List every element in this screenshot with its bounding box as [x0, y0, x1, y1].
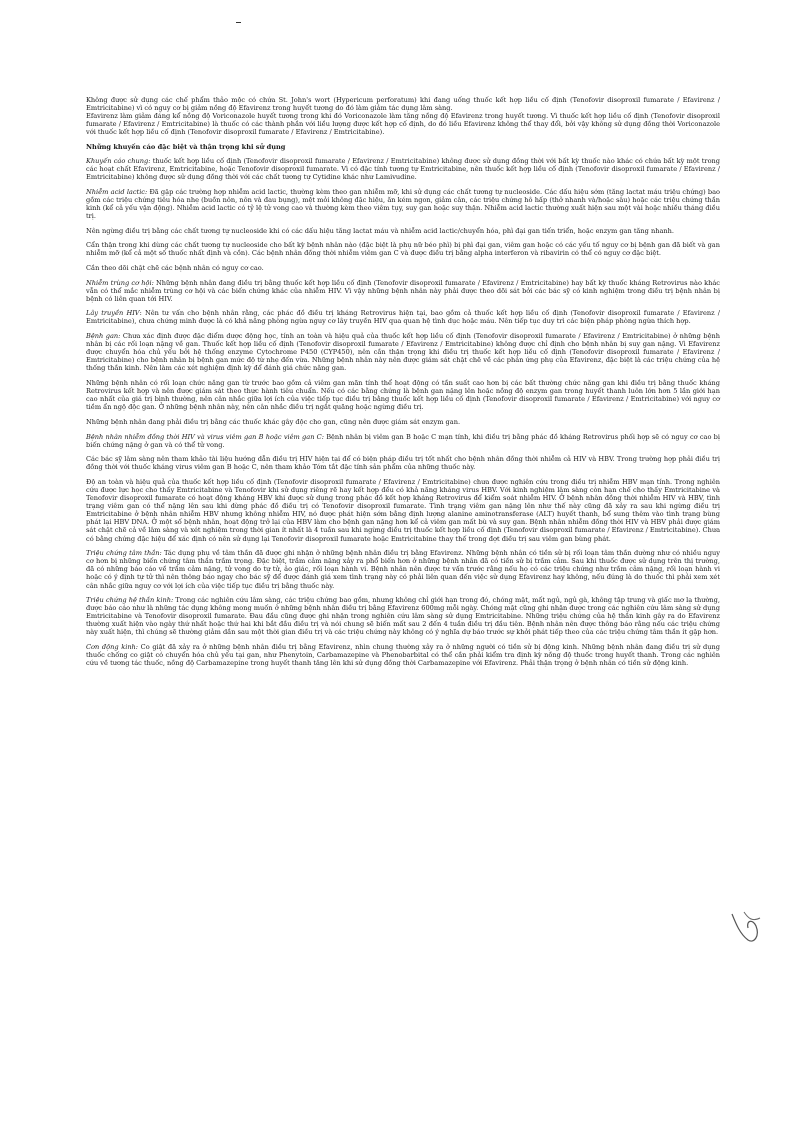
- section-paragraph: [86, 478, 720, 543]
- paragraph-lead: Triệu chứng hệ thần kinh:: [86, 596, 174, 605]
- paragraph-text: Những bệnh nhân đang phải điều trị bằng các thuốc khác gây độc cho gan, cũng nên được giám sát enzym gan.: [86, 417, 461, 426]
- paragraph-text: Chưa xác định được đặc điểm dược động học, tính an toàn và hiệu quả của thuốc kết hợp liều cố định (Tenofovir disoproxil fumarate / Efavirenz / Emtricitabine) ở những bệnh nhân bị các rối loạn nặng về gan. Thuốc kết hợp liều cố định (Tenofovir disoproxil fumarate / Efavirenz / Emtricitabine) không được chỉ định cho bệnh nhân bị suy gan nặng. Vì Efavirenz được chuyển hóa chủ yếu bởi hệ thống enzyme Cytochrome P450 (CYP450), nên cần thận trọng khi điều trị thuốc kết hợp liều cố định (Tenofovir disoproxil fumarate / Efavirenz / Emtricitabine) cho bệnh nhân bị bệnh gan mức độ từ nhẹ đến vừa. Những bệnh nhân này nên được giám sát chặt chẽ về các phản ứng phụ của Efavirenz, đặc biệt là các triệu chứng của hệ thống thần kinh. Nên làm các xét nghiệm định kỳ để đánh giá chức năng gan.: [86, 332, 720, 373]
- section-paragraph: [86, 643, 720, 667]
- section-paragraph: [86, 549, 720, 589]
- warnings-sections: [86, 157, 720, 667]
- paragraph-lead: Nhiễm acid lactic:: [86, 187, 148, 196]
- section-paragraph: [86, 455, 720, 471]
- paragraph-lead: Bệnh gan:: [86, 332, 121, 341]
- paragraph-text: Cẩn thận trong khi dùng các chất tương tự nucleoside cho bất kỳ bệnh nhân nào (đặc biệt là phụ nữ béo phì) bị phì đại gan, viêm gan hoặc có các yếu tố nguy cơ bị bệnh gan đã biết và gan nhiễm mỡ (kể cả một số thuốc nhất định và cồn). Các bệnh nhân đồng thời nhiễm viêm gan C và được điều trị bằng alpha interferon và ribavirin có thể có nguy cơ đặc biệt.: [86, 241, 720, 258]
- section-paragraph: [86, 264, 720, 272]
- paragraph-text: Những bệnh nhân đang điều trị bằng thuốc kết hợp liều cố định (Tenofovir disoproxil fumarate / Efavirenz / Emtricitabine) hay bất kỳ thuốc kháng Retrovirus nào khác vẫn có thể mắc nhiễm trùng cơ hội và các biến chứng khác của nhiễm HIV. Vì vậy những bệnh nhân này phải được theo dõi sát bởi các bác sỹ có kinh nghiệm trong điều trị bệnh nhân bị bệnh có liên quan tới HIV.: [86, 278, 720, 303]
- section-paragraph: [86, 241, 720, 257]
- paragraph-lead: Khuyến cáo chung:: [86, 157, 151, 166]
- section-paragraph: [86, 433, 720, 449]
- paragraph-text: Độ an toàn và hiệu quả của thuốc kết hợp liều cố định (Tenofovir disoproxil fumarate / Efavirenz / Emtricitabine) chưa được nghiên cứu trong điều trị nhiễm HBV mạn tính. Trong nghiên cứu được lực học cho thấy Emtricitabine và Tenofovir khi sử dụng riêng rẽ hay kết hợp đều có khả năng kháng virus HBV. Với kinh nghiệm lâm sàng còn hạn chế cho thấy Emtricitabine và Tenofovir disoproxil fumarate có hoạt động kháng HBV khi được sử dụng trong phác đồ kết hợp kháng Retrovirus để kiểm soát nhiễm HIV. Ở bệnh nhân đồng thời nhiễm HIV và HBV, tình trạng viêm gan có thể nặng lên sau khi dừng phác đồ điều trị có Tenofovir disoproxil fumarate. Tình trạng viêm gan nặng lên như thế này cũng đã xảy ra sau khi ngừng điều trị Emtricitabine ở bệnh nhân nhiễm HBV nhưng không nhiễm HIV, nó được phát hiện sớm bằng định lượng alanine aminotransferase (ALT) huyết thanh, bổ sung thêm vào tình trạng bùng phát lại HBV DNA. Ở một số bệnh nhân, hoạt động trở lại của HBV làm cho bệnh gan nặng hơn kể cả viêm gan mất bù và suy gan. Bệnh nhân nhiễm đồng thời HIV và HBV phải được giám sát chặt chẽ cả về lâm sàng và xét nghiệm trong thời gian ít nhất là 4 tuần sau khi ngừng điều trị thuốc kết hợp liều cố định (Tenofovir disoproxil fumarate / Efavirenz / Emtricitabine). Chưa có bằng chứng đặc hiệu để xác định có nên sử dụng lại Tenofovir disoproxil fumarate hoặc Emtricitabine thay thế trong đợt điều trị sau viêm gan bùng phát.: [86, 477, 720, 543]
- section-paragraph: [86, 332, 720, 372]
- paragraph-text: Các bác sỹ lâm sàng nên tham khảo tài liệu hướng dẫn điều trị HIV hiện tại để có biện pháp điều trị tốt nhất cho bệnh nhân đồng thời nhiễm cả HIV và HBV. Trong trường hợp phải điều trị đồng thời với thuốc kháng virus viêm gan B hoặc C, nên tham khảo Tóm tắt đặc tính sản phẩm của những thuốc này.: [86, 455, 720, 472]
- handwritten-initial: [726, 910, 766, 944]
- paragraph-text: thuốc kết hợp liều cố định (Tenofovir disoproxil fumarate / Efavirenz / Emtricitabine) không được sử dụng đồng thời với bất kỳ thuốc nào khác có chứa bất kỳ một trong các hoạt chất Efavirenz, Emtricitabine, hoặc Tenofovir disoproxil fumarate. Vì có đặc tính tương tự Emtricitabine, nên thuốc kết hợp liều cố định (Tenofovir disoproxil fumarate / Efavirenz / Emtricitabine) không được sử dụng đồng thời với các chất tương tự Cytidine khác như Lamivudine.: [86, 157, 721, 182]
- paragraph-text: Bệnh nhân bị viêm gan B hoặc C mạn tính, khi điều trị bằng phác đồ kháng Retrovirus phối hợp sẽ có nguy cơ cao bị biến chứng nặng ở gan và có thể tử vong.: [86, 432, 721, 449]
- paragraph-lead: Lây truyền HIV: [86, 309, 140, 318]
- section-paragraph: [86, 418, 720, 426]
- section-paragraph: [86, 227, 720, 235]
- paragraph-lead: Bệnh nhân nhiễm đồng thời HIV và virus viêm gan B hoặc viêm gan C:: [86, 432, 324, 441]
- paragraph-lead: Cơn động kinh:: [86, 643, 139, 652]
- paragraph-text: : Nên tư vấn cho bệnh nhân rằng, các phác đồ điều trị kháng Retrovirus hiện tại, bao gồm cả thuốc kết hợp liều cố định (Tenofovir disoproxil fumarate / Efavirenz / Emtricitabine), chưa chứng minh được là có khả năng phòng ngừa nguy cơ lây truyền HIV qua quan hệ tình dục hoặc máu. Nên tiếp tục duy trì các biện pháp phòng ngừa thích hợp.: [86, 309, 720, 326]
- section-paragraph: [86, 279, 720, 303]
- paragraph-text: Những bệnh nhân có rối loạn chức năng gan từ trước bao gồm cả viêm gan mãn tính thể hoạt động có tần suất cao hơn bị các bất thường chức năng gan khi điều trị bằng thuốc kháng Retrovirus kết hợp và nên được giám sát theo thực hành tiêu chuẩn. Nếu có các bằng chứng là bệnh gan nặng lên hoặc nồng độ enzym gan trong huyết thanh luôn lớn hơn 5 lần giới hạn cao nhất của giá trị bình thường, nên cân nhắc giữa lợi ích của việc tiếp tục điều trị bằng thuốc kết hợp liều cố định (Tenofovir disoproxil fumarate / Efavirenz / Emtricitabine) với nguy cơ tiềm ẩn ngộ độc gan. Ở những bệnh nhân này, nên cân nhắc điều trị ngắt quãng hoặc ngừng điều trị.: [86, 379, 720, 412]
- paragraph-text: Đã gặp các trường hợp nhiễm acid lactic, thường kèm theo gan nhiễm mỡ, khi sử dụng các chất tương tự nucleoside. Các dấu hiệu sớm (tăng lactat máu triệu chứng) bao gồm các triệu chứng tiêu hóa nhẹ (buồn nôn, nôn và đau bụng), mệt mỏi không đặc hiệu, ăn kém ngon, giảm cân, các triệu chứng hô hấp (thở nhanh và/hoặc sâu) hoặc các triệu chứng thần kinh (kể cả yếu vận động). Nhiễm acid lactic có tỷ lệ tử vong cao và thường kèm theo viêm tụy, suy gan hoặc suy thận. Nhiễm acid lactic thường xuất hiện sau một vài hoặc nhiều tháng điều trị.: [86, 187, 720, 221]
- paragraph-lead: Nhiễm trùng cơ hội:: [86, 278, 154, 287]
- document-page: [86, 96, 720, 674]
- paragraph-text: Cần theo dõi chặt chẽ các bệnh nhân có nguy cơ cao.: [86, 264, 264, 272]
- section-paragraph: [86, 596, 720, 636]
- intro-paragraph-1: Không được sử dụng các chế phẩm thảo mộc có chứa St. John's wort (Hypericum perforatum) khi đang uống thuốc kết hợp liều cố định (Tenofovir disoproxil fumarate / Efavirenz / Emtricitabine) vì có nguy cơ bị giảm nồng độ Efavirenz trong huyết tương do đó làm giảm tác dụng lâm sàng.: [86, 96, 720, 113]
- section-paragraph: [86, 309, 720, 325]
- scan-mark: [236, 22, 241, 26]
- section-heading: Những khuyến cáo đặc biệt và thận trọng khi sử dụng: [86, 142, 286, 151]
- paragraph-lead: Triệu chứng tâm thần:: [86, 549, 162, 558]
- section-paragraph: [86, 157, 720, 181]
- paragraph-text: Nên ngừng điều trị bằng các chất tương tự nucleoside khi có các dấu hiệu tăng lactat máu và nhiễm acid lactic/chuyển hóa, phì đại gan tiến triển, hoặc enzym gan tăng nhanh.: [86, 226, 674, 235]
- paragraph-text: Trong các nghiên cứu lâm sàng, các triệu chứng bao gồm, nhưng không chỉ giới hạn trong đó, chóng mặt, mất ngủ, ngủ gà, không tập trung và giấc mơ lạ thường, được báo cáo như là những tác dụng không mong muốn ở những bệnh nhân điều trị bằng Efavirenz 600mg mỗi ngày. Chóng mặt cũng ghi nhận được trong các nghiên cứu lâm sàng sử dụng Emtricitabine và Tenofovir disoproxil fumarate. Đau đầu cũng được ghi nhận trong nghiên cứu lâm sàng sử dụng Emtricitabine. Những triệu chứng của hệ thần kinh gây ra do Efavirenz thường xuất hiện vào ngày thứ nhất hoặc thứ hai khi bắt đầu điều trị và nói chung sẽ biến mất sau 2 đến 4 tuần điều trị đầu tiên. Bệnh nhân nên được thông báo rằng nếu các triệu chứng này xuất hiện, thì chúng sẽ thường giảm dần sau một thời gian điều trị và các triệu chứng này không có ý nghĩa dự báo trước sự khởi phát tiếp theo của các triệu chứng tâm thần ít gặp hơn.: [86, 596, 720, 637]
- section-paragraph: [86, 379, 720, 411]
- section-paragraph: [86, 188, 720, 220]
- paragraph-text: Co giật đã xảy ra ở những bệnh nhân điều trị bằng Efavirenz, nhìn chung thường xảy ra ở những người có tiền sử bị động kinh. Những bệnh nhân đang điều trị sử dụng thuốc chống co giật có chuyển hóa chủ yếu tại gan, như Phenytoin, Carbamazepine và Phenobarbital có thể cần phải kiểm tra định kỳ nồng độ thuốc trong huyết thanh. Trong các nghiên cứu về tương tác thuốc, nồng độ Carbamazepine trong huyết thanh tăng lên khi sử dụng đồng thời Carbamazepine với Efavirenz. Phải thận trọng ở bệnh nhân có tiền sử động kinh.: [86, 643, 720, 668]
- intro-paragraph-2: Efavirenz làm giảm đáng kể nồng độ Voriconazole huyết tương trong khi đó Voriconazole làm tăng nồng độ Efavirenz trong huyết tương. Vì thuốc kết hợp liều cố định (Tenofovir disoproxil fumarate / Efavirenz / Emtricitabine) là thuốc có các thành phần với liều lượng được kết hợp cố định, do đó liều Efavirenz không thể thay đổi, bởi vậy không sử dụng đồng thời Voriconazole với thuốc kết hợp liều cố định (Tenofovir disoproxil fumarate / Efavirenz / Emtricitabine).: [86, 112, 720, 137]
- paragraph-text: Tác dụng phụ về tâm thần đã được ghi nhận ở những bệnh nhân điều trị bằng Efavirenz. Những bệnh nhân có tiền sử bị rối loạn tâm thần dường như có nhiều nguy cơ hơn bị những biến chứng tâm thần trầm trọng. Đặc biệt, trầm cảm nặng xảy ra phổ biến hơn ở những bệnh nhân đã có tiền sử bị trầm cảm. Sau khi thuốc được sử dụng trên thị trường, đã có những báo cáo về trầm cảm nặng, tử vong do tự tử, ảo giác, rối loạn hành vi. Bệnh nhân nên được tư vấn trước rằng nếu họ có các triệu chứng như trầm cảm nặng, rối loạn hành vi hoặc có ý định tự tử thì nên thông báo ngay cho bác sỹ để được đánh giá xem tình trạng này có phải liên quan đến việc sử dụng Efavirenz hay không, nếu đúng là do thuốc thì phải xem xét cân nhắc giữa nguy cơ với lợi ích của việc tiếp tục điều trị bằng thuốc này.: [86, 549, 720, 590]
